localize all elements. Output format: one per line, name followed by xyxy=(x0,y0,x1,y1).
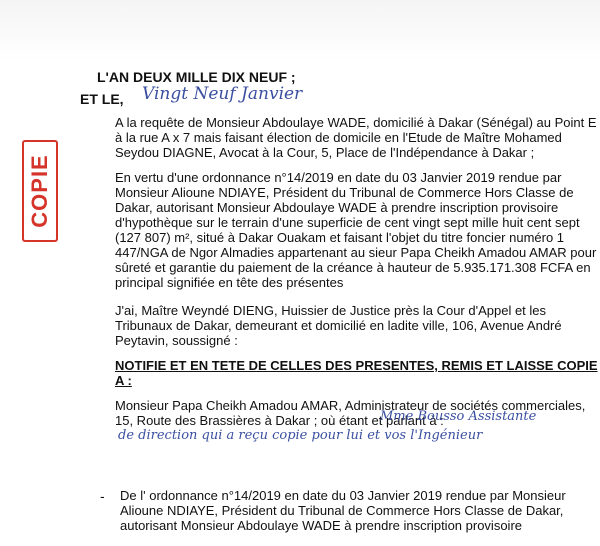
text-line: Monsieur Alioune NDIAYE, Président du Tribunal de Commerce Hors Classe de xyxy=(115,185,574,200)
text-line: En vertu d'une ordonnance n°14/2019 en date du 03 Janvier 2019 rendue par xyxy=(115,170,562,185)
text-line: principal signifiée en tête des présentes xyxy=(115,275,344,290)
text-line: Monsieur Papa Cheikh Amadou AMAR, Administrateur de sociétés commerciales, xyxy=(115,398,586,413)
text-line: Seydou DIAGNE, Avocat à la Cour, 5, Place de l'Indépendance à Dakar ; xyxy=(115,145,535,160)
copie-stamp xyxy=(22,140,58,242)
text-line: A : xyxy=(115,373,132,388)
text-line: Peytavin, soussigné : xyxy=(115,333,238,348)
text-line: De l' ordonnance n°14/2019 en date du 03 Janvier 2019 rendue par Monsieur xyxy=(120,488,566,503)
handwritten-recipient-line: Mme Bousso Assistante xyxy=(380,409,537,424)
text-line: Dakar, autorisant Monsieur Abdoulaye WADE à prendre inscription provisoire xyxy=(115,200,559,215)
text-line: 447/NGA de Ngor Almadies appartenant au sieur Papa Cheikh Amadou AMAR pour xyxy=(115,245,597,260)
text-line: 15, Route des Brassières à Dakar ; où étant et parlant à : xyxy=(115,413,444,428)
et-le-label: ET LE, xyxy=(80,91,124,107)
text-line: (127 807) m², situé à Dakar Ouakam et faisant l'objet du titre foncier numéro 1 xyxy=(115,230,565,245)
text-line: sûreté et garantie du paiement de la créance à hauteur de 5.935.171.308 FCFA en xyxy=(115,260,591,275)
handwritten-date: Vingt Neuf Janvier xyxy=(142,84,303,104)
text-line: d'hypothèque sur le terrain d'une superficie de cent vingt sept mille huit cent sept xyxy=(115,215,580,230)
copie-stamp-text: COPIE xyxy=(27,154,52,228)
text-line: Tribunaux de Dakar, demeurant et domicilié en ladite ville, 106, Avenue André xyxy=(115,318,562,333)
bleed-through-area xyxy=(0,0,600,60)
text-line: autorisant Monsieur Abdoulaye WADE à prendre inscription provisoire xyxy=(120,518,522,533)
text-line: NOTIFIE ET EN TETE DE CELLES DES PRESENTES, REMIS ET LAISSE COPIE xyxy=(115,358,598,373)
text-line: J'ai, Maître Weyndé DIENG, Huissier de Justice près la Cour d'Appel et les xyxy=(115,303,547,318)
bullet-dash: - xyxy=(100,488,105,504)
text-line: Alioune NDIAYE, Président du Tribunal de Commerce Hors Classe de Dakar, xyxy=(120,503,564,518)
handwritten-recipient-line: de direction qui a reçu copie pour lui et vos l'Ingénieur xyxy=(118,428,483,443)
text-line: à la rue A x 7 mais faisant élection de domicile en l'Etude de Maître Mohamed xyxy=(115,130,562,145)
year-line: L'AN DEUX MILLE DIX NEUF ; xyxy=(97,69,296,85)
text-line: A la requête de Monsieur Abdoulaye WADE, domicilié à Dakar (Sénégal) au Point E xyxy=(115,115,597,130)
